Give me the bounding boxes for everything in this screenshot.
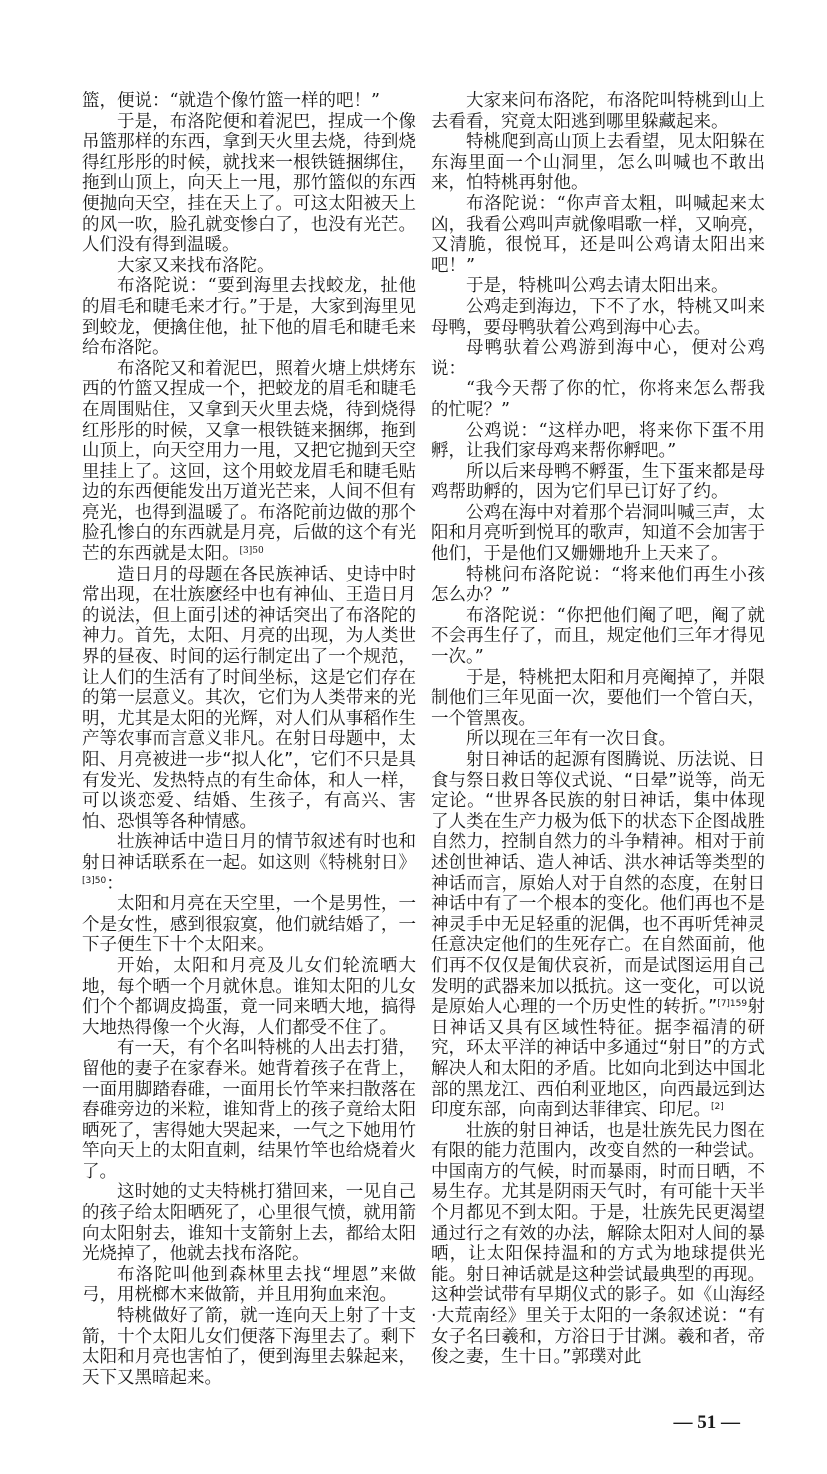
paragraph-text: 开始，太阳和月亮及儿女们轮流晒大地，每个晒一个月就休息。谁知太阳的儿女们个个都调皮捣蛋，竟一同来晒大地，搞得大地热得像一个火海，人们都受不住了。	[82, 955, 416, 1038]
story-paragraph	[82, 1265, 416, 1306]
paragraph-text: 造日月的母题在各民族神话、史诗中时常出现，在壮族麽经中也有神仙、王造日月的说法，但上面引述的神话突出了布洛陀的神力。首先，太阳、月亮的出现，为人类世界的昼夜、时间的运行制定出了一个规范，让人们的生活有了时间坐标，这是它们存在的第一层意义。其次，它们为人类带来的光明，尤其是太阳的光辉，对人们从事稻作生产等农事而言意义非凡。在射日母题中，太阳、月亮被进一步“拟人化”，它们不只是具有发光、发热特点的有生命体，和人一样，可以谈恋爱、结婚、生孩子，有高兴、害怕、恐惧等各种情感。	[82, 564, 416, 832]
story-paragraph	[82, 112, 416, 256]
paragraph-text: 大家又来找布洛陀。	[117, 255, 275, 276]
citation-reference: [3]50	[82, 875, 107, 886]
story-paragraph	[82, 1306, 416, 1388]
story-paragraph	[82, 894, 416, 956]
page-number: — 51 —	[673, 1412, 740, 1434]
paragraph-text: 特桃爬到高山顶上去看望，见太阳躲在东海里面一个山洞里，怎么叫喊也不敢出来，怕特桃再射他。	[431, 132, 765, 194]
story-paragraph	[431, 565, 765, 606]
story-paragraph	[431, 194, 765, 276]
paragraph-text: 于是，特桃叫公鸡去请太阳出来。	[466, 276, 729, 297]
paragraph-text: 特桃做好了箭，就一连向天上射了十支箭，十个太阳儿女们便落下海里去了。剩下太阳和月亮也害怕了，便到海里去躲起来，天下又黑暗起来。	[82, 1306, 416, 1388]
story-paragraph	[431, 462, 765, 503]
paragraph-text: 公鸡说：“这样办吧，将来你下蛋不用孵，让我们家母鸡来帮你孵吧。”	[431, 420, 765, 462]
paragraph-text: 布洛陀说：“你把他们阉了吧，阉了就不会再生仔了，而且，规定他们三年才得见一次。”	[431, 605, 765, 668]
right-text-column	[431, 91, 765, 1368]
body-paragraph	[82, 565, 416, 833]
story-paragraph	[431, 379, 765, 420]
paragraph-text: 布洛陀说：“你声音太粗，叫喊起来太凶，我看公鸡叫声就像唱歌一样，又响亮，又清脆，很悦耳，还是叫公鸡请太阳出来吧！”	[431, 193, 765, 276]
story-paragraph	[431, 503, 765, 565]
story-paragraph	[82, 256, 416, 277]
story-paragraph	[431, 606, 765, 668]
paragraph-text: 布洛陀说：“要到海里去找蛟龙，扯他的眉毛和睫毛来才行。”于是，大家到海里见到蛟龙，便擒住他，扯下他的眉毛和睫毛来给布洛陀。	[82, 276, 416, 359]
story-paragraph	[431, 276, 765, 297]
paragraph-text: 太阳和月亮在天空里，一个是男性，一个是女性，感到很寂寞，他们就结婚了，一下子便生下十个太阳来。	[82, 894, 416, 956]
paragraph-text: 公鸡在海中对着那个岩洞叫喊三声，太阳和月亮听到悦耳的歌声，知道不会加害于他们，于是他们又姗姗地升上天来了。	[431, 502, 765, 565]
paragraph-text: 所以后来母鸭不孵蛋，生下蛋来都是母鸡帮助孵的，因为它们早已订好了约。	[431, 461, 765, 503]
paragraph-text: 篮，便说：“就造个像竹篮一样的吧！”	[82, 91, 380, 111]
citation-reference: [7]159	[717, 999, 748, 1010]
story-paragraph	[431, 338, 765, 379]
citation-reference: [2]	[711, 1102, 724, 1113]
body-paragraph	[431, 1121, 765, 1368]
body-paragraph	[431, 750, 765, 1121]
paragraph-text: 大家来问布洛陀，布洛陀叫特桃到山上去看看，究竟太阳逃到哪里躲藏起来。	[431, 91, 765, 132]
paragraph-text: 壮族的射日神话，也是壮族先民力图在有限的能力范围内，改变自然的一种尝试。中国南方的气候，时而暴雨，时而日晒，不易生存。尤其是阴雨天气时，有可能十天半个月都见不到太阳。于是，壮族先民更渴望通过行之有效的办法，解除太阳对人间的暴晒，让太阳保持温和的方式为地球提供光能。射日神话就是这种尝试最典型的再现。这种尝试带有早期仪式的影子。如《山海经·大荒南经》里关于太阳的一条叙述说：“有女子名曰羲和，方浴日于甘渊。羲和者，帝俊之妻，生十日。”郭璞对此	[431, 1120, 765, 1368]
paragraph-text: 布洛陀又和着泥巴，照着火塘上烘烤东西的竹篮又捏成一个，把蛟龙的眉毛和睫毛在周围贴住，又拿到天火里去烧，待到烧得红彤彤的时候，又拿一根铁链来捆绑，拖到山顶上，向天空用力一甩，又把它抛到天空里挂上了。这回，这个用蛟龙眉毛和睫毛贴边的东西便能发出万道光芒来，人间不但有亮光，也得到温暖了。布洛陀前边做的那个脸孔惨白的东西就是月亮，后做的这个有光芒的东西就是太阳。	[82, 358, 416, 565]
paragraph-text: “我今天帮了你的忙，你将来怎么帮我的忙呢？”	[431, 379, 765, 420]
story-paragraph	[431, 91, 765, 132]
paragraph-text: 射日神话又具有区域性特征。据李福清的研究，环太平洋的神话中多通过“射日”的方式解决人和太阳的矛盾。比如向北到达中国北部的黑龙江、西伯利亚地区，向西最远到达印度东部，向南到达菲律宾、印尼。	[431, 997, 765, 1121]
citation-reference: [3]50	[239, 546, 264, 557]
story-paragraph	[82, 1038, 416, 1182]
story-paragraph	[431, 729, 765, 750]
paragraph-text: 公鸡走到海边，下不了水，特桃又叫来母鸭，要母鸭驮着公鸡到海中心去。	[431, 296, 765, 338]
story-paragraph	[82, 276, 416, 358]
paragraph-text: 布洛陀叫他到森林里去找“埋恩”来做弓，用桄榔木来做箭，并且用狗血来泡。	[82, 1264, 416, 1306]
paragraph-text: 于是，特桃把太阳和月亮阉掉了，并限制他们三年见面一次，要他们一个管白天，一个管黑夜。	[431, 667, 765, 729]
paragraph-text: ：	[106, 873, 124, 894]
story-paragraph	[431, 297, 765, 338]
paragraph-text: 母鸭驮着公鸡游到海中心，便对公鸡说：	[431, 338, 765, 379]
body-paragraph	[82, 832, 416, 894]
paragraph-text: 特桃问布洛陀说：“将来他们再生小孩怎么办？”	[431, 564, 765, 606]
paragraph-text: 射日神话的起源有图腾说、历法说、日食与祭日救日等仪式说、“日晕”说等，尚无定论。“世界各民族的射日神话，集中体现了人类在生产力极为低下的状态下企图战胜自然力，控制自然力的斗争精神。相对于前述创世神话、造人神话、洪水神话等类型的神话而言，原始人对于自然的态度，在射日神话中有了一个根本的变化。他们再也不是神灵手中无足轻重的泥偶，也不再听凭神灵任意决定他们的生死存亡。在自然面前，他们再不仅仅是匍伏哀祈，而是试图运用自己发明的武器来加以抵抗。这一变化，可以说是原始人心理的一个历史性的转折。”	[431, 750, 765, 1018]
text-columns	[82, 91, 765, 1388]
paragraph-text: 这时她的丈夫特桃打猎回来，一见自己的孩子给太阳晒死了，心里很气愤，就用箭向太阳射去，谁知十支箭射上去，都给太阳光烧掉了，他就去找布洛陀。	[82, 1182, 416, 1265]
story-paragraph	[431, 421, 765, 462]
page-footer	[82, 1412, 765, 1434]
story-paragraph	[82, 1182, 416, 1264]
left-text-column	[82, 91, 416, 1388]
story-paragraph	[431, 132, 765, 194]
story-paragraph	[82, 359, 416, 565]
story-paragraph	[82, 91, 416, 112]
story-paragraph	[82, 956, 416, 1038]
paragraph-text: 壮族神话中造日月的情节叙述有时也和射日神话联系在一起。如这则《特桃射日》	[82, 832, 416, 873]
story-paragraph	[431, 668, 765, 730]
paragraph-text: 有一天，有个名叫特桃的人出去打猎，留他的妻子在家舂米。她背着孩子在背上，一面用脚踏舂碓，一面用长竹竿来扫散落在舂碓旁边的米粒，谁知背上的孩子竟给太阳晒死了，害得她大哭起来，一气之下她用竹竿向天上的太阳直刺，结果竹竿也给烧着火了。	[82, 1038, 416, 1182]
paragraph-text: 所以现在三年有一次日食。	[466, 729, 676, 750]
paragraph-text: 于是，布洛陀便和着泥巴，捏成一个像吊篮那样的东西，拿到天火里去烧，待到烧得红彤彤的时候，就找来一根铁链捆绑住，拖到山顶上，向天上一甩，那竹篮似的东西便抛向天空，挂在天上了。可这太阳被天上的风一吹，脸孔就变惨白了，也没有光芒。人们没有得到温暖。	[82, 111, 416, 256]
